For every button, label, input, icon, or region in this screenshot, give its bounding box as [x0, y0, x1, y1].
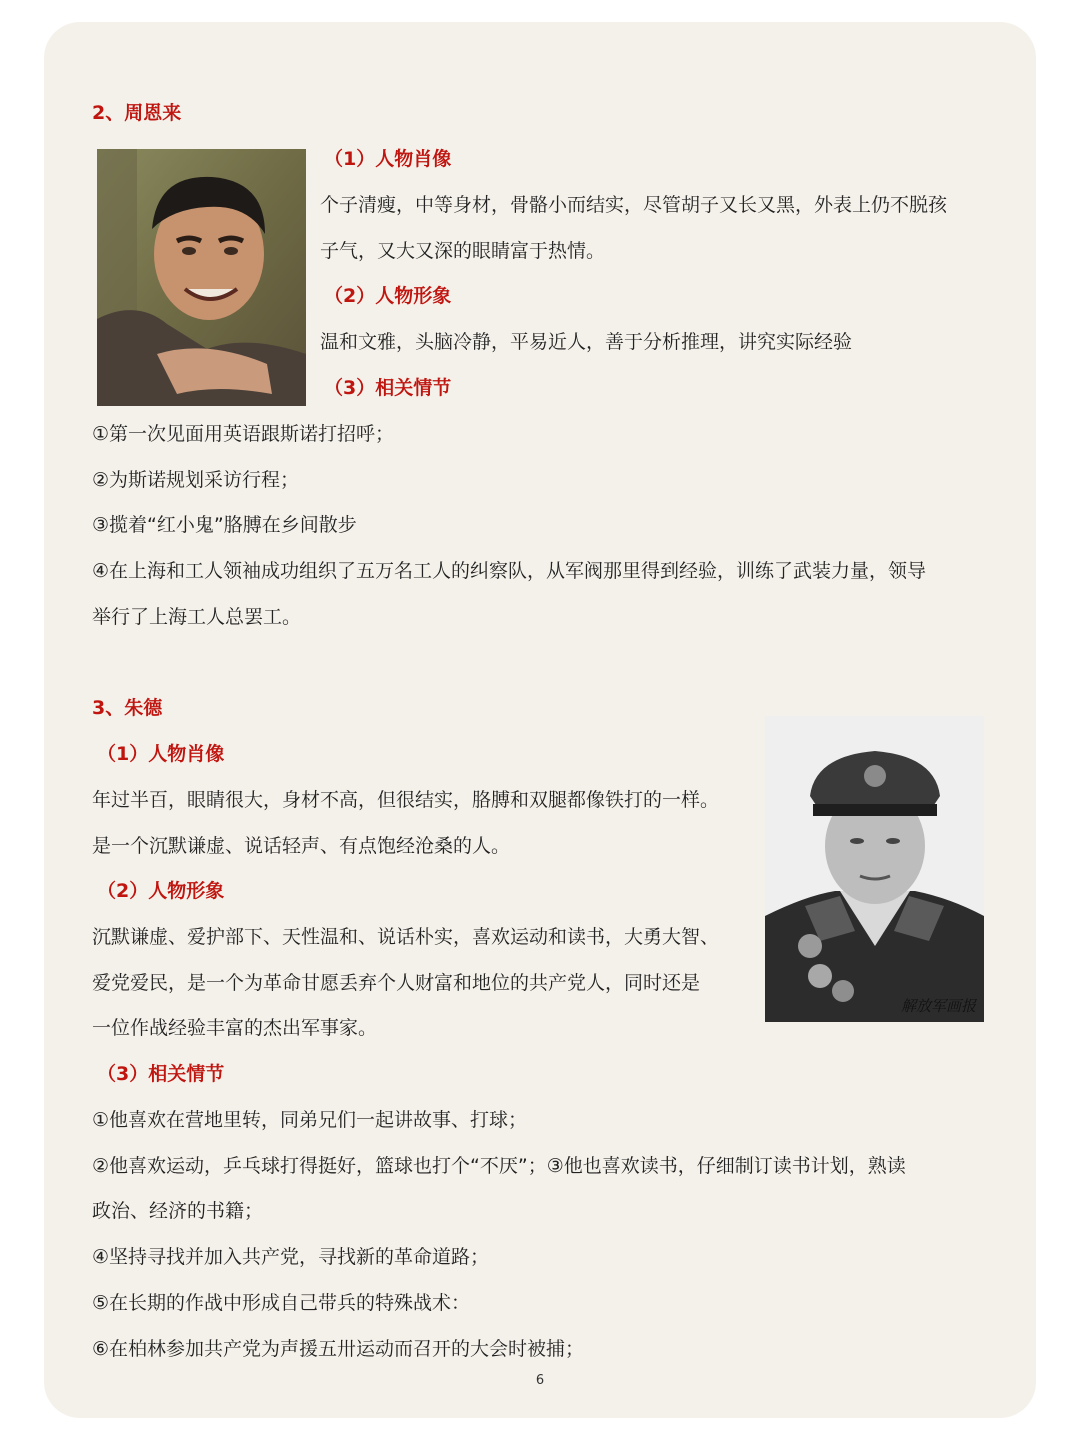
page-number: 6 — [535, 1373, 545, 1388]
zhou-plot-line-4: ④在上海和工人领袖成功组织了五万名工人的纠察队，从军阀那里得到经验，训练了武装力量，领导 — [92, 560, 927, 582]
zhou-plot-line-5: 举行了上海工人总罢工。 — [92, 606, 302, 628]
zhou-plot-line-2: ②为斯诺规划采访行程； — [92, 469, 300, 491]
zhou-image-line-1: 温和文雅，头脑冷静，平易近人，善于分析推理，讲究实际经验 — [320, 331, 853, 353]
zhu-image-line-3: 一位作战经验丰富的杰出军事家。 — [92, 1017, 378, 1039]
zhou-portrait-heading: （1）人物肖像 — [324, 148, 452, 170]
zhou-image-heading: （2）人物形象 — [324, 285, 452, 307]
zhu-portrait-line-1: 年过半百，眼睛很大，身材不高，但很结实，胳膊和双腿都像铁打的一样。 — [92, 789, 720, 811]
zhu-plot-line-3: 政治、经济的书籍； — [92, 1200, 264, 1222]
zhu-plot-line-2: ②他喜欢运动，乒乓球打得挺好，篮球也打个“不厌”；③他也喜欢读书，仔细制订读书计划，熟读 — [92, 1155, 906, 1177]
section-title-zhou-enlai: 2、周恩来 — [92, 102, 182, 124]
zhu-portrait-heading: （1）人物肖像 — [97, 743, 225, 765]
photo-caption: 解放军画报 — [900, 997, 976, 1015]
zhou-portrait-line-1: 个子清瘦，中等身材，骨骼小而结实，尽管胡子又长又黑，外表上仍不脱孩 — [320, 194, 948, 216]
zhou-portrait-line-2: 子气，又大又深的眼睛富于热情。 — [320, 240, 606, 262]
zhou-plot-line-3: ③揽着“红小鬼”胳膊在乡间散步 — [92, 514, 357, 536]
zhou-plot-heading: （3）相关情节 — [324, 377, 452, 399]
zhu-de-photo — [765, 716, 984, 1022]
zhu-image-heading: （2）人物形象 — [97, 880, 225, 902]
zhu-plot-line-1: ①他喜欢在营地里转，同弟兄们一起讲故事、打球； — [92, 1109, 528, 1131]
section-title-zhu-de: 3、朱德 — [92, 697, 163, 719]
zhu-plot-heading: （3）相关情节 — [97, 1063, 225, 1085]
zhu-image-line-1: 沉默谦虚、爱护部下、天性温和、说话朴实，喜欢运动和读书，大勇大智、 — [92, 926, 720, 948]
zhu-plot-line-5: ⑤在长期的作战中形成自己带兵的特殊战术： — [92, 1292, 471, 1314]
zhou-enlai-photo — [97, 149, 306, 406]
zhu-image-line-2: 爱党爱民，是一个为革命甘愿丢弃个人财富和地位的共产党人，同时还是 — [92, 972, 701, 994]
zhu-plot-line-4: ④坚持寻找并加入共产党，寻找新的革命道路； — [92, 1246, 490, 1268]
zhu-plot-line-6: ⑥在柏林参加共产党为声援五卅运动而召开的大会时被捕； — [92, 1338, 585, 1360]
zhu-portrait-line-2: 是一个沉默谦虚、说话轻声、有点饱经沧桑的人。 — [92, 835, 511, 857]
zhou-plot-line-1: ①第一次见面用英语跟斯诺打招呼； — [92, 423, 395, 445]
